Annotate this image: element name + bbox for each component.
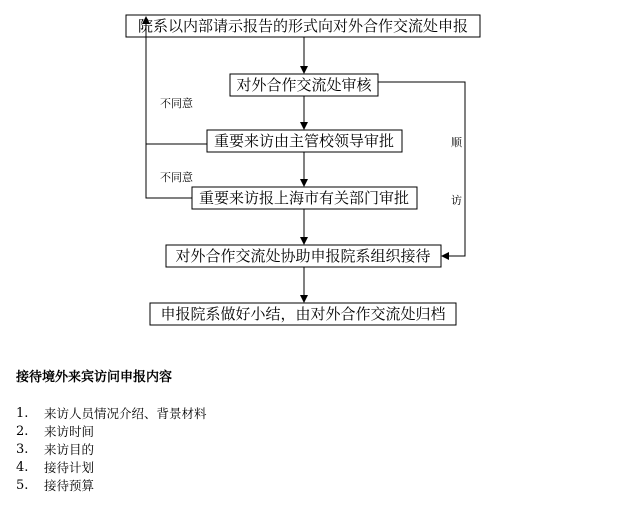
list-item xyxy=(16,459,207,477)
routine-label-2: 访 xyxy=(451,194,462,207)
section-title: 接待境外来宾访问申报内容 xyxy=(16,370,173,385)
list-item-number: 5. xyxy=(16,478,29,493)
routine-label-1: 顺 xyxy=(451,136,462,149)
step-label-5: 对外合作交流处协助申报院系组织接待 xyxy=(175,247,431,265)
step-label-1: 院系以内部请示报告的形式向对外合作交流处申报 xyxy=(137,17,469,35)
reject-label-2: 不同意 xyxy=(160,171,193,184)
list-item-text: 来访时间 xyxy=(44,424,95,439)
step-label-6: 申报院系做好小结，由对外合作交流处归档 xyxy=(160,305,446,323)
list-item-text: 来访目的 xyxy=(44,442,95,457)
list-item-number: 1. xyxy=(16,406,29,421)
list-item xyxy=(16,405,207,423)
step-label-4: 重要来访报上海市有关部门审批 xyxy=(198,189,410,207)
list-item xyxy=(16,477,207,495)
reject-label-1: 不同意 xyxy=(160,97,193,110)
step-label-2: 对外合作交流处审核 xyxy=(236,76,372,94)
list-item-number: 4. xyxy=(16,460,29,475)
list-item-text: 来访人员情况介绍、背景材料 xyxy=(44,406,207,421)
list-item-text: 接待计划 xyxy=(44,460,95,475)
routine-bypass-line xyxy=(378,82,465,256)
list-item-number: 3. xyxy=(16,442,29,457)
list-item-number: 2. xyxy=(16,424,29,439)
requirements-list xyxy=(16,405,207,495)
list-item-text: 接待预算 xyxy=(44,478,95,493)
list-item xyxy=(16,423,207,441)
step-label-3: 重要来访由主管校领导审批 xyxy=(213,132,395,150)
list-item xyxy=(16,441,207,459)
